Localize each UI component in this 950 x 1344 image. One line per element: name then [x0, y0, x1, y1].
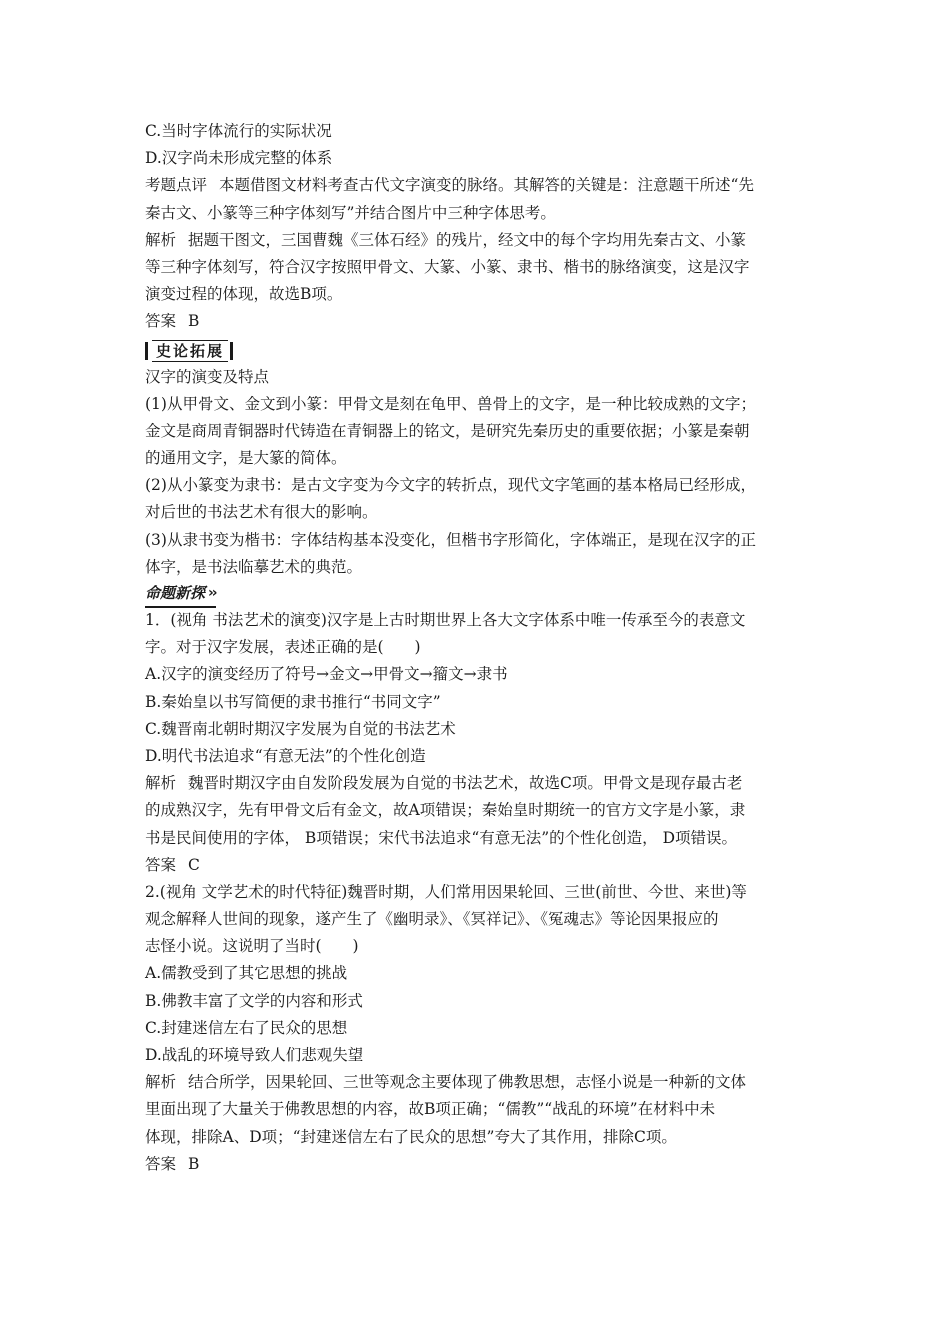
q1-stem-line2: 字。对于汉字发展，表述正确的是( ): [145, 638, 421, 657]
q1-stem-line1: 1．(视角 书法艺术的演变)汉字是上古时期世界上各大文字体系中唯一传承至今的表意文: [145, 611, 746, 629]
q2-stem-line1: 2.(视角 文学艺术的时代特征)魏晋时期，人们常用因果轮回、三世(前世、今世、来世)等: [145, 882, 747, 901]
option-c: C.当时字体流行的实际状况: [145, 122, 332, 140]
double-chevron-icon: ››: [208, 585, 216, 601]
heading-bar-right: [230, 342, 233, 360]
q1-analysis-line3: 书是民间使用的字体， B项错误；宋代书法追求“有意无法”的个性化创造， D项错误。: [145, 828, 738, 847]
comment-line-2: 秦古文、小篆等三种字体刻写”并结合图片中三种字体思考。: [145, 203, 556, 222]
q2-option-c: C.封建迷信左右了民众的思想: [145, 1018, 348, 1037]
q2-option-d: D.战乱的环境导致人们悲观失望: [145, 1046, 364, 1064]
q1-answer-line: [145, 852, 810, 879]
q1-analysis-label: 解析: [145, 774, 177, 793]
new-questions-heading-text: 命题新探: [145, 584, 206, 602]
analysis-label: 解析: [145, 230, 177, 249]
q1-option-c: C.魏晋南北朝时期汉字发展为自觉的书法艺术: [145, 719, 456, 738]
extension-heading-text: 史论拓展: [152, 340, 228, 362]
analysis-text-1: 据题干图文，三国曹魏《三体石经》的残片，经文中的每个字均用先秦古文、小篆: [188, 230, 747, 249]
q2-option-a: A.儒教受到了其它思想的挑战: [145, 964, 348, 983]
extension-heading: [145, 340, 233, 362]
new-questions-heading-underline: [145, 580, 216, 608]
q2-analysis-line2: 里面出现了大量关于佛教思想的内容，故B项正确；“儒教”“战乱的环境”在材料中未: [145, 1100, 716, 1119]
q2-answer-value: B: [188, 1154, 200, 1173]
analysis-line-3: 演变过程的体现，故选B项。: [145, 285, 343, 304]
q1-option-a: A.汉字的演变经历了符号→金文→甲骨文→籀文→隶书: [145, 665, 508, 684]
extension-p2-line2: 对后世的书法艺术有很大的影响。: [145, 503, 378, 522]
q2-option-b: B.佛教丰富了文学的内容和形式: [145, 991, 363, 1010]
q1-analysis-line1: [145, 770, 810, 797]
q2-stem-line2: 观念解释人世间的现象，遂产生了《幽明录》、《冥祥记》、《冤魂志》等论因果报应的: [145, 910, 719, 929]
document-page: [145, 118, 810, 1178]
q1-analysis-text-1: 魏晋时期汉字由自发阶段发展为自觉的书法艺术，故选C项。甲骨文是现存最古老: [188, 774, 743, 793]
option-d: D.汉字尚未形成完整的体系: [145, 149, 333, 168]
q1-option-b: B.秦始皇以书写简便的隶书推行“书同文字”: [145, 692, 441, 711]
q2-answer-line: [145, 1151, 810, 1178]
q2-analysis-line1: [145, 1069, 810, 1096]
q2-stem-line3: 志怪小说。这说明了当时( ): [145, 937, 359, 956]
q1-option-d: D.明代书法追求“有意无法”的个性化创造: [145, 746, 426, 765]
heading-bar-left: [145, 342, 148, 360]
q1-analysis-line2: 的成熟汉字，先有甲骨文后有金文，故A项错误；秦始皇时期统一的官方文字是小篆，隶: [145, 801, 746, 820]
q1-answer-value: C: [188, 855, 200, 874]
comment-label: 考题点评: [145, 176, 208, 195]
q2-analysis-line3: 体现，排除A、D项；“封建迷信左右了民众的思想”夸大了其作用，排除C项。: [145, 1127, 677, 1146]
extension-p3-line2: 体字，是书法临摹艺术的典范。: [145, 557, 363, 576]
q2-answer-label: 答案: [145, 1154, 177, 1173]
q2-analysis-text-1: 结合所学，因果轮回、三世等观念主要体现了佛教思想，志怪小说是一种新的文体: [188, 1073, 747, 1092]
comment-line-1: [145, 172, 810, 199]
answer-label: 答案: [145, 312, 177, 331]
extension-p1-line1: (1)从甲骨文、金文到小篆：甲骨文是刻在龟甲、兽骨上的文字，是一种比较成熟的文字；: [145, 394, 756, 413]
q1-answer-label: 答案: [145, 855, 177, 874]
extension-p1-line3: 的通用文字，是大篆的简体。: [145, 449, 347, 468]
answer-value: B: [188, 312, 200, 331]
answer-line: [145, 308, 810, 335]
analysis-line-2: 等三种字体刻写，符合汉字按照甲骨文、大篆、小篆、隶书、楷书的脉络演变，这是汉字: [145, 257, 750, 276]
q2-analysis-label: 解析: [145, 1073, 177, 1092]
new-questions-heading: [145, 581, 810, 607]
extension-p2-line1: (2)从小篆变为隶书：是古文字变为今文字的转折点，现代文字笔画的基本格局已经形成，: [145, 476, 756, 495]
extension-p1-line2: 金文是商周青铜器时代铸造在青铜器上的铭文，是研究先秦历史的重要依据；小篆是秦朝: [145, 421, 750, 440]
analysis-line-1: [145, 227, 810, 254]
extension-title: 汉字的演变及特点: [145, 367, 270, 386]
comment-text-1: 本题借图文材料考查古代文字演变的脉络。其解答的关键是：注意题干所述“先: [219, 176, 754, 195]
extension-p3-line1: (3)从隶书变为楷书：字体结构基本没变化，但楷书字形简化，字体端正，是现在汉字的正: [145, 530, 756, 549]
